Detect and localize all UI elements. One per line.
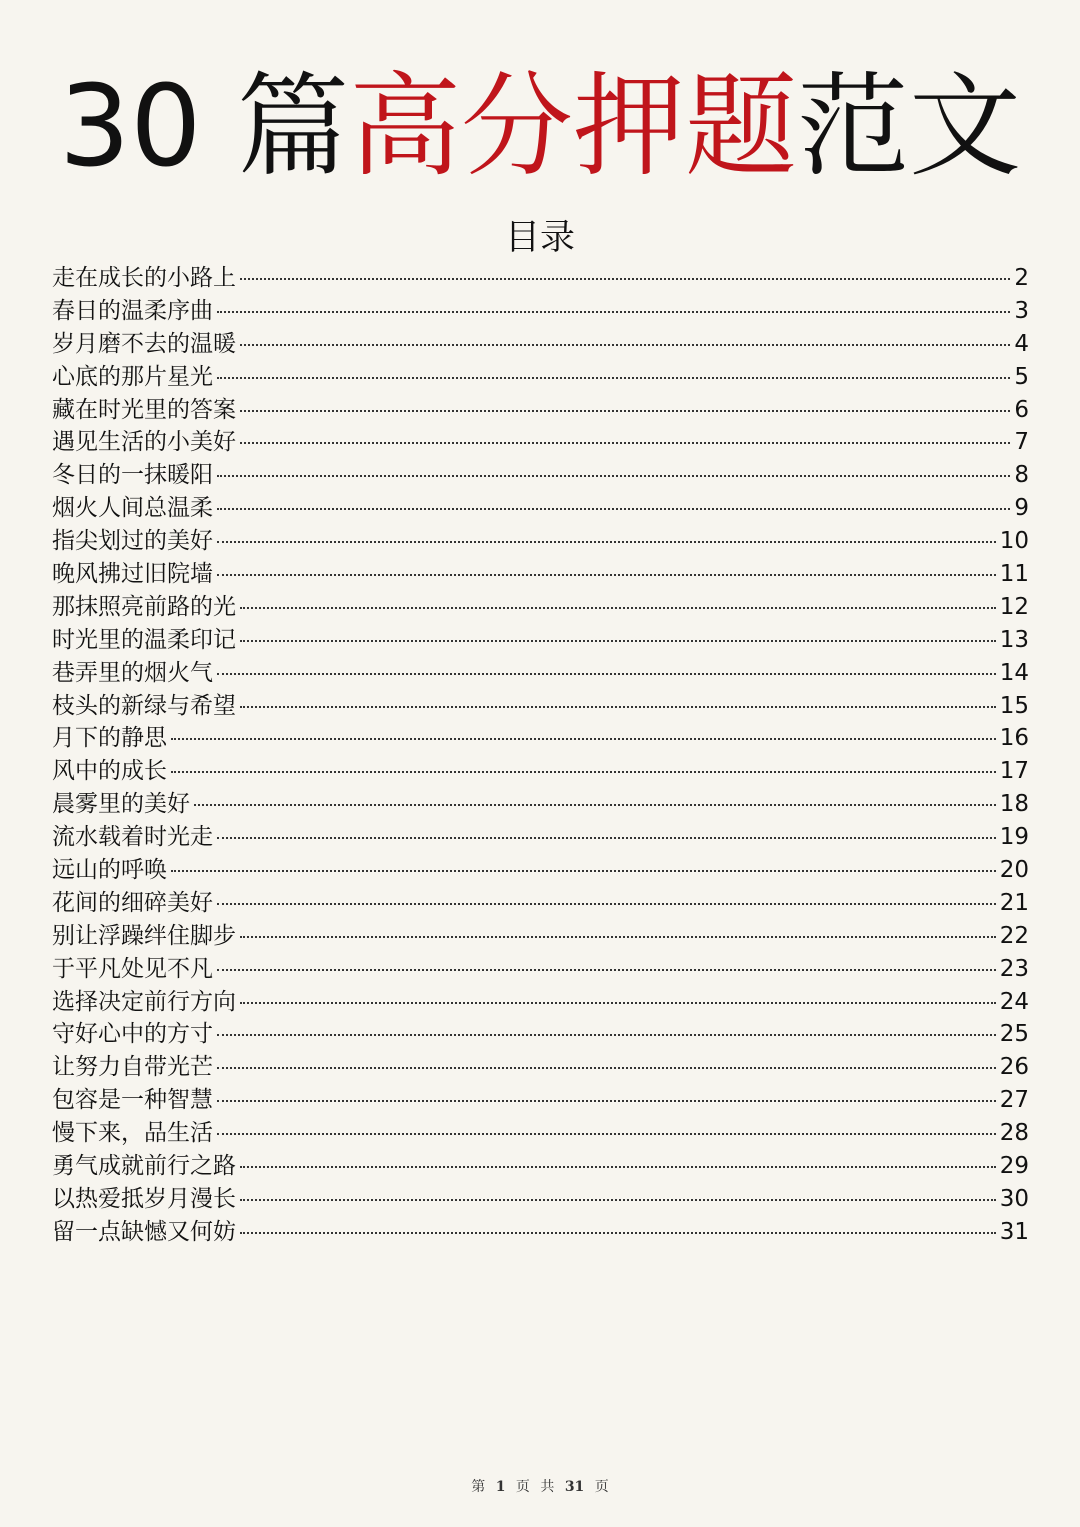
- title-part-count: 30 篇: [58, 62, 350, 192]
- toc-entry[interactable]: [52, 1216, 1029, 1249]
- toc-entry-page: 19: [999, 824, 1029, 851]
- toc-dot-leader: [217, 673, 996, 675]
- footer-prefix: 第: [471, 1479, 486, 1495]
- toc-entry[interactable]: [52, 788, 1029, 821]
- toc-entry[interactable]: [52, 591, 1029, 624]
- toc-entry-title: 花间的细碎美好: [52, 889, 213, 916]
- toc-entry-page: 11: [999, 561, 1029, 588]
- toc-dot-leader: [217, 1100, 996, 1102]
- toc-entry-page: 9: [1014, 495, 1029, 522]
- toc-entry-page: 24: [999, 988, 1029, 1015]
- toc-entry-page: 7: [1014, 429, 1029, 456]
- toc-entry-title: 冬日的一抹暖阳: [52, 462, 213, 489]
- toc-entry-title: 于平凡处见不凡: [52, 955, 213, 982]
- toc-entry-title: 以热爱抵岁月漫长: [52, 1185, 236, 1212]
- toc-entry-title: 别让浮躁绊住脚步: [52, 922, 236, 949]
- toc-dot-leader: [217, 377, 1010, 379]
- toc-entry-page: 10: [999, 528, 1029, 555]
- toc-entry-title: 远山的呼唤: [52, 857, 167, 884]
- toc-entry-page: 27: [999, 1087, 1029, 1114]
- toc-entry-title: 月下的静思: [52, 725, 167, 752]
- toc-entry-title: 让努力自带光芒: [52, 1054, 213, 1081]
- toc-entry-page: 13: [999, 626, 1029, 653]
- toc-entry-title: 那抹照亮前路的光: [52, 593, 236, 620]
- toc-entry[interactable]: [52, 295, 1029, 328]
- toc-entry[interactable]: [52, 459, 1029, 492]
- toc-entry-title: 选择决定前行方向: [52, 988, 236, 1015]
- toc-entry-title: 岁月磨不去的温暖: [52, 330, 236, 357]
- toc-entry-title: 心底的那片星光: [52, 363, 213, 390]
- toc-entry[interactable]: [52, 492, 1029, 525]
- toc-entry-title: 包容是一种智慧: [52, 1087, 213, 1114]
- page-footer: [0, 1476, 1080, 1496]
- toc-entry-title: 遇见生活的小美好: [52, 429, 236, 456]
- toc-entry-title: 晚风拂过旧院墙: [52, 561, 213, 588]
- toc-entry-title: 时光里的温柔印记: [52, 626, 236, 653]
- toc-dot-leader: [217, 574, 996, 576]
- toc-entry-title: 晨雾里的美好: [52, 791, 190, 818]
- toc-dot-leader: [194, 804, 996, 806]
- toc-entry-page: 29: [999, 1153, 1029, 1180]
- toc-entry[interactable]: [52, 1117, 1029, 1150]
- toc-dot-leader: [217, 475, 1010, 477]
- toc-entry-page: 18: [999, 791, 1029, 818]
- footer-total-suffix: 页: [594, 1479, 609, 1495]
- toc-entry-title: 守好心中的方寸: [52, 1021, 213, 1048]
- toc-dot-leader: [240, 936, 996, 938]
- toc-entry-title: 指尖划过的美好: [52, 528, 213, 555]
- toc-entry-page: 20: [999, 857, 1029, 884]
- toc-dot-leader: [240, 607, 996, 609]
- toc-entry-page: 22: [999, 922, 1029, 949]
- toc-dot-leader: [240, 442, 1010, 444]
- toc-entry-page: 21: [999, 889, 1029, 916]
- toc-dot-leader: [240, 1002, 996, 1004]
- toc-entry[interactable]: [52, 657, 1029, 690]
- toc-entry[interactable]: [52, 394, 1029, 427]
- toc-entry[interactable]: [52, 722, 1029, 755]
- toc-entry-page: 26: [999, 1054, 1029, 1081]
- toc-entry-title: 慢下来，品生活: [52, 1120, 213, 1147]
- toc-entry[interactable]: [52, 1084, 1029, 1117]
- toc-entry-page: 25: [999, 1021, 1029, 1048]
- toc-entry-title: 枝头的新绿与希望: [52, 692, 236, 719]
- toc-entry[interactable]: [52, 1150, 1029, 1183]
- toc-dot-leader: [240, 278, 1010, 280]
- toc-entry-title: 藏在时光里的答案: [52, 396, 236, 423]
- toc-heading: 目录: [504, 218, 575, 258]
- toc-dot-leader: [217, 903, 996, 905]
- toc-entry-page: 6: [1014, 396, 1029, 423]
- toc-dot-leader: [240, 706, 996, 708]
- toc-entry[interactable]: [52, 821, 1029, 854]
- toc-entry[interactable]: [52, 426, 1029, 459]
- toc-dot-leader: [171, 870, 996, 872]
- title-part-highlight: 高分押题: [349, 62, 798, 192]
- toc-dot-leader: [240, 640, 996, 642]
- toc-entry-title: 走在成长的小路上: [52, 265, 236, 291]
- toc-dot-leader: [171, 771, 996, 773]
- toc-entry[interactable]: [52, 262, 1029, 295]
- footer-current-page: 1: [495, 1479, 506, 1495]
- toc-entry-page: 3: [1014, 297, 1029, 324]
- toc-entry-page: 31: [999, 1218, 1029, 1245]
- toc-entry-title: 勇气成就前行之路: [52, 1153, 236, 1180]
- toc-entry[interactable]: [52, 887, 1029, 920]
- toc-dot-leader: [217, 969, 996, 971]
- toc-entry-page: 8: [1014, 462, 1029, 489]
- toc-entry[interactable]: [52, 1183, 1029, 1216]
- toc-entry-page: 28: [999, 1120, 1029, 1147]
- toc-dot-leader: [217, 541, 996, 543]
- toc-dot-leader: [217, 1034, 996, 1036]
- toc-entry-page: 23: [999, 955, 1029, 982]
- toc-entry-page: 4: [1014, 330, 1029, 357]
- toc-dot-leader: [240, 1166, 996, 1168]
- toc-entry[interactable]: [52, 624, 1029, 657]
- document-title: [0, 62, 1080, 192]
- toc-dot-leader: [240, 344, 1010, 346]
- toc-dot-leader: [240, 1232, 996, 1234]
- toc-entry-title: 巷弄里的烟火气: [52, 659, 213, 686]
- toc-dot-leader: [217, 1067, 996, 1069]
- toc-entry[interactable]: [52, 525, 1029, 558]
- title-part-suffix: 范文: [797, 62, 1022, 192]
- toc-entry[interactable]: [52, 361, 1029, 394]
- toc-dot-leader: [171, 738, 996, 740]
- toc-dot-leader: [217, 508, 1010, 510]
- toc-entry-title: 流水载着时光走: [52, 824, 213, 851]
- toc-entry[interactable]: [52, 920, 1029, 953]
- toc-entry-page: 5: [1014, 363, 1029, 390]
- toc-entry[interactable]: [52, 558, 1029, 591]
- footer-page-word: 页: [515, 1479, 530, 1495]
- toc-entry-title: 烟火人间总温柔: [52, 495, 213, 522]
- footer-total-prefix: 共: [540, 1479, 555, 1495]
- table-of-contents: [52, 262, 1029, 1249]
- toc-entry[interactable]: [52, 854, 1029, 887]
- toc-entry-page: 16: [999, 725, 1029, 752]
- toc-entry-title: 风中的成长: [52, 758, 167, 785]
- toc-entry[interactable]: [52, 690, 1029, 723]
- toc-entry-page: 15: [999, 692, 1029, 719]
- toc-entry[interactable]: [52, 986, 1029, 1019]
- toc-entry-page: 17: [999, 758, 1029, 785]
- toc-entry-title: 留一点缺憾又何妨: [52, 1218, 236, 1245]
- toc-entry-page: 14: [999, 659, 1029, 686]
- toc-entry-page: 2: [1014, 265, 1029, 291]
- toc-dot-leader: [240, 410, 1010, 412]
- toc-entry[interactable]: [52, 953, 1029, 986]
- toc-dot-leader: [217, 1133, 996, 1135]
- toc-entry[interactable]: [52, 755, 1029, 788]
- toc-dot-leader: [217, 837, 996, 839]
- toc-entry[interactable]: [52, 1018, 1029, 1051]
- toc-entry-title: 春日的温柔序曲: [52, 297, 213, 324]
- toc-dot-leader: [217, 311, 1010, 313]
- footer-total-pages: 31: [564, 1479, 585, 1495]
- toc-entry[interactable]: [52, 328, 1029, 361]
- toc-entry-page: 30: [999, 1185, 1029, 1212]
- toc-entry[interactable]: [52, 1051, 1029, 1084]
- toc-entry-page: 12: [999, 593, 1029, 620]
- toc-dot-leader: [240, 1199, 996, 1201]
